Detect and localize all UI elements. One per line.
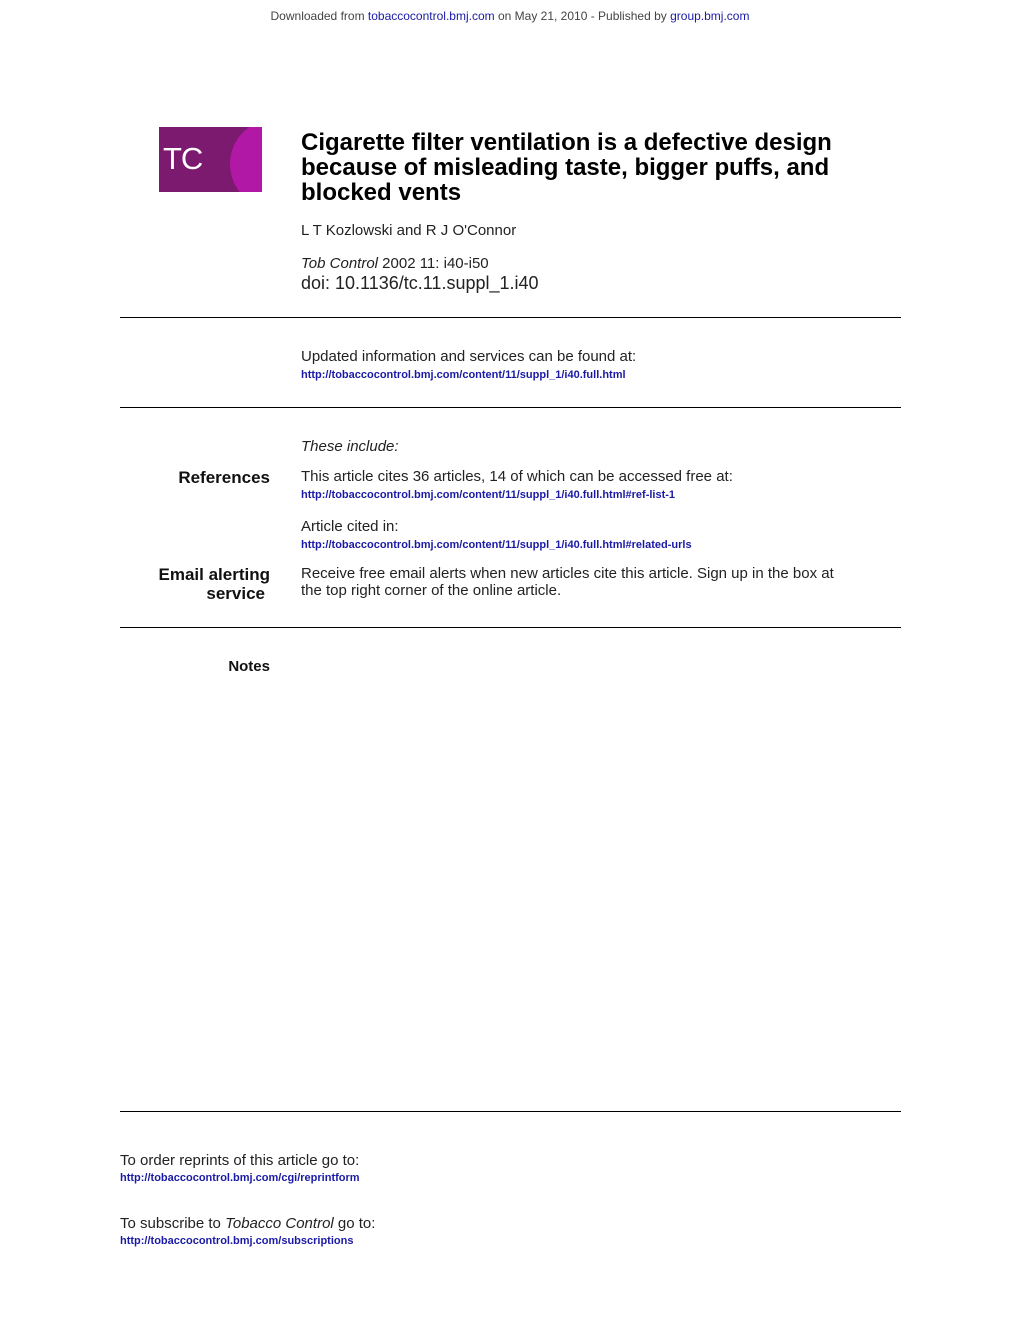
references-link[interactable]: http://tobaccocontrol.bmj.com/content/11/suppl_1/i40.full.html#ref-list-1 [301,489,676,501]
subscribe-text [120,1215,375,1232]
email-alert-text [301,565,834,599]
cited-in-link[interactable]: http://tobaccocontrol.bmj.com/content/11/suppl_1/i40.full.html#related-urls [301,539,692,551]
download-middle: on May 21, 2010 - Published by [494,9,671,23]
notes-label: Notes [228,658,270,675]
subscribe-link[interactable]: http://tobaccocontrol.bmj.com/subscriptions [120,1235,354,1247]
references-text: This article cites 36 articles, 14 of which can be accessed free at: [301,468,733,485]
email-alert-label-line2: service [206,584,265,603]
download-prefix: Downloaded from [270,9,368,23]
email-alert-label-line1: Email alerting [158,565,270,584]
reprints-text: To order reprints of this article go to: [120,1152,360,1169]
subscribe-suffix: go to: [333,1215,376,1232]
email-alert-label [159,565,270,603]
subscribe-prefix: To subscribe to [120,1215,226,1232]
article-authors: L T Kozlowski and R J O'Connor [301,222,517,239]
includes-intro-text: These include: [301,438,399,455]
article-doi: doi: 10.1136/tc.11.suppl_1.i40 [301,273,539,293]
divider [120,627,901,628]
subscribe-journal: Tobacco Control [225,1215,334,1232]
references-label: References [178,468,270,487]
divider [120,1111,901,1112]
article-title: Cigarette filter ventilation is a defective design because of misleading taste, bigger puffs, and blocked vents [301,129,832,206]
reprints-link[interactable]: http://tobaccocontrol.bmj.com/cgi/reprintform [120,1172,360,1184]
logo-circle [230,127,262,192]
publisher-link[interactable]: group.bmj.com [670,9,750,23]
download-notice [0,9,1020,23]
includes-intro [301,438,399,455]
logo-text: TC [163,141,203,176]
cited-in-text: Article cited in: [301,518,399,535]
full-text-link[interactable]: http://tobaccocontrol.bmj.com/content/11/suppl_1/i40.full.html [301,369,626,381]
journal-logo [159,127,262,192]
updated-info-text: Updated information and services can be found at: [301,348,637,365]
email-alert-text-line2: the top right corner of the online article. [301,582,562,599]
email-alert-text-line1: Receive free email alerts when new articles cite this article. Sign up in the box at [301,565,834,582]
divider [120,407,901,408]
article-citation [301,255,489,272]
journal-name: Tob Control [301,255,378,272]
citation-details: 2002 11: i40-i50 [378,255,489,272]
divider [120,317,901,318]
site-link[interactable]: tobaccocontrol.bmj.com [367,9,495,23]
